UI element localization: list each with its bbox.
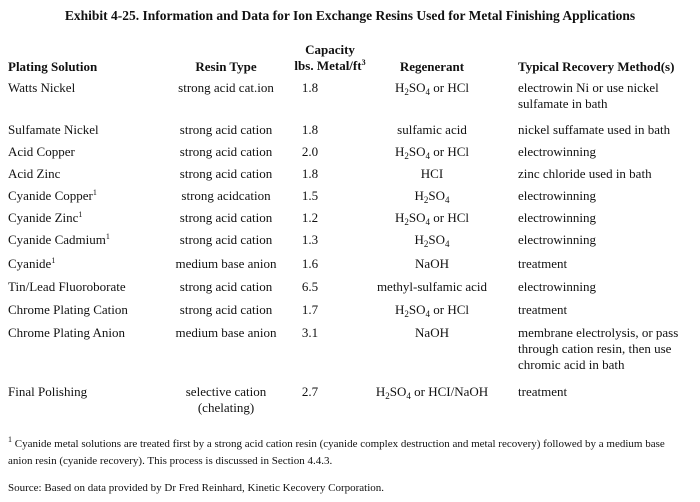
header-recovery-method: Typical Recovery Method(s) xyxy=(518,59,675,74)
cell-regenerant xyxy=(352,122,512,139)
cell-recovery-method: treatment xyxy=(518,384,568,399)
regenerant-part: SO xyxy=(408,210,426,225)
regenerant-part: H xyxy=(414,188,424,203)
regenerant-part: H xyxy=(375,384,386,399)
regenerant-part: NaOH xyxy=(415,256,449,271)
cell-recovery-method: electrowinning xyxy=(518,232,596,247)
cell-regenerant xyxy=(352,279,512,296)
solution-text: Watts Nickel xyxy=(8,80,76,95)
cell-resin-type: strong acid cation xyxy=(179,279,273,294)
cell-capacity: 2.0 xyxy=(301,144,319,159)
cell-plating-solution xyxy=(8,232,110,250)
cell-recovery-method: treatment xyxy=(518,302,568,317)
solution-text: Cyanide xyxy=(8,256,52,271)
regenerant-subscript: 2 xyxy=(404,87,409,97)
solution-text: Cyanide Copper xyxy=(8,188,93,203)
cell-plating-solution xyxy=(8,188,97,206)
cell-regenerant xyxy=(352,232,512,249)
cell-capacity: 1.7 xyxy=(301,302,319,317)
solution-footnote-marker: 1 xyxy=(78,210,83,219)
regenerant-subscript: 4 xyxy=(425,217,430,227)
cell-plating-solution xyxy=(8,256,55,274)
cell-recovery-method: nickel suffamate used in bath xyxy=(518,122,671,137)
regenerant-subscript: 2 xyxy=(404,309,409,319)
solution-text: Chrome Plating Cation xyxy=(8,302,128,317)
solution-text: Cyanide Zinc xyxy=(8,210,79,225)
cell-capacity: 1.8 xyxy=(301,122,319,137)
cell-recovery-method: electrowinning xyxy=(518,188,596,203)
regenerant-subscript: 4 xyxy=(425,151,430,161)
cell-capacity: 3.1 xyxy=(301,325,319,340)
regenerant-part: sulfamic acid xyxy=(397,122,467,137)
cell-capacity: 1.8 xyxy=(301,80,319,95)
regenerant-subscript: 4 xyxy=(445,195,450,205)
header-capacity-line1: Capacity xyxy=(305,42,355,57)
cell-plating-solution xyxy=(8,80,75,98)
solution-text: Chrome Plating Anion xyxy=(8,325,125,340)
regenerant-subscript: 4 xyxy=(445,239,450,249)
cell-resin-type: strong acid cation xyxy=(179,122,273,137)
cell-regenerant xyxy=(352,325,512,342)
cell-plating-solution xyxy=(8,122,99,140)
header-capacity-unit: lbs. Metal/ft xyxy=(294,58,362,73)
regenerant-part: SO xyxy=(428,232,445,247)
cell-regenerant xyxy=(352,144,512,161)
cell-plating-solution xyxy=(8,325,125,343)
regenerant-subscript: 2 xyxy=(423,239,429,249)
cell-recovery-method: electrowinning xyxy=(518,144,596,159)
cell-plating-solution xyxy=(8,144,75,162)
regenerant-part: NaOH xyxy=(415,325,449,340)
cell-resin-type: strong acidcation xyxy=(181,188,271,203)
regenerant-part: H xyxy=(394,302,405,317)
cell-resin-type: medium base anion xyxy=(175,256,277,271)
footnote xyxy=(8,436,688,469)
regenerant-part: H xyxy=(394,80,405,95)
cell-plating-solution xyxy=(8,279,126,297)
regenerant-part: HCI xyxy=(420,166,444,181)
cell-resin-type: strong acid cation xyxy=(179,210,273,225)
regenerant-subscript: 2 xyxy=(423,195,429,205)
solution-text: Cyanide Cadmium xyxy=(8,232,106,247)
solution-text: Acid Copper xyxy=(8,144,75,159)
regenerant-part: or HCl xyxy=(430,302,469,317)
cell-regenerant xyxy=(352,302,512,319)
cell-capacity: 1.6 xyxy=(301,256,319,271)
cell-resin-type: selective cation (chelating) xyxy=(185,384,267,415)
header-regenerant: Regenerant xyxy=(399,59,465,74)
cell-resin-type: medium base anion xyxy=(175,325,277,340)
cell-regenerant xyxy=(352,384,512,401)
regenerant-subscript: 4 xyxy=(406,391,411,401)
cell-resin-type: strong acid cation xyxy=(179,232,273,247)
cell-capacity: 1.2 xyxy=(301,210,319,225)
regenerant-part: or HCI/NaOH xyxy=(410,384,489,399)
regenerant-part: or HCl xyxy=(430,144,469,159)
regenerant-part: H xyxy=(394,144,405,159)
regenerant-subscript: 2 xyxy=(404,151,409,161)
cell-regenerant xyxy=(352,188,512,205)
exhibit-title: Exhibit 4-25. Information and Data for Ion Exchange Resins Used for Metal Finishing Applications xyxy=(64,8,636,23)
regenerant-subscript: 2 xyxy=(404,217,409,227)
cell-recovery-method: electrowinning xyxy=(518,210,596,225)
regenerant-part: methyl-sulfamic acid xyxy=(376,279,488,294)
cell-regenerant xyxy=(352,80,512,97)
header-capacity-sup: 3 xyxy=(361,58,366,67)
cell-capacity: 1.8 xyxy=(301,166,319,181)
solution-footnote-marker: 1 xyxy=(51,256,56,265)
cell-capacity: 1.3 xyxy=(301,232,319,247)
cell-recovery-method: treatment xyxy=(518,256,568,271)
cell-capacity: 6.5 xyxy=(301,279,319,294)
footnote-marker: 1 xyxy=(8,435,12,444)
regenerant-part: SO xyxy=(389,384,407,399)
regenerant-subscript: 2 xyxy=(385,391,390,401)
regenerant-part: or HCl xyxy=(430,210,469,225)
regenerant-part: or HCl xyxy=(430,80,469,95)
cell-recovery-method: zinc chloride used in bath xyxy=(518,166,652,181)
source-note: Source: Based on data provided by Dr Fred Reinhard, Kinetic Kecovery Corporation. xyxy=(8,482,385,494)
regenerant-part: SO xyxy=(428,188,445,203)
regenerant-part: SO xyxy=(408,80,426,95)
regenerant-part: SO xyxy=(408,144,426,159)
header-resin-type: Resin Type xyxy=(195,59,257,74)
cell-capacity: 2.7 xyxy=(301,384,319,399)
regenerant-subscript: 4 xyxy=(425,309,430,319)
cell-recovery-method: electrowin Ni or use nickel sulfamate in bath xyxy=(518,80,659,111)
cell-regenerant xyxy=(352,210,512,227)
regenerant-subscript: 4 xyxy=(425,87,430,97)
solution-text: Tin/Lead Fluoroborate xyxy=(8,279,126,294)
regenerant-part: H xyxy=(414,232,424,247)
cell-resin-type: strong acid cat.ion xyxy=(178,80,274,95)
cell-resin-type: strong acid cation xyxy=(179,144,273,159)
regenerant-part: H xyxy=(394,210,405,225)
cell-regenerant xyxy=(352,256,512,273)
cell-recovery-method: membrane electrolysis, or pass through cation resin, then use chromic acid in bath xyxy=(518,325,679,372)
cell-plating-solution xyxy=(8,302,128,320)
solution-text: Final Polishing xyxy=(8,384,88,399)
cell-plating-solution xyxy=(8,210,82,228)
solution-text: Acid Zinc xyxy=(8,166,61,181)
solution-text: Sulfamate Nickel xyxy=(8,122,99,137)
header-plating-solution: Plating Solution xyxy=(8,59,98,74)
cell-regenerant xyxy=(352,166,512,183)
solution-footnote-marker: 1 xyxy=(105,232,110,241)
cell-resin-type: strong acid cation xyxy=(179,166,273,181)
regenerant-part: SO xyxy=(408,302,426,317)
cell-capacity: 1.5 xyxy=(301,188,319,203)
cell-plating-solution xyxy=(8,384,87,402)
cell-resin-type: strong acid cation xyxy=(179,302,273,317)
solution-footnote-marker: 1 xyxy=(92,188,97,197)
cell-plating-solution xyxy=(8,166,60,184)
cell-recovery-method: electrowinning xyxy=(518,279,596,294)
footnote-text: Cyanide metal solutions are treated first by a strong acid cation resin (cyanide complex destruction and metal recovery) followed by a medium base anion resin (cyanide recovery). This process is discussed in Section 4.4.3. xyxy=(8,438,665,467)
